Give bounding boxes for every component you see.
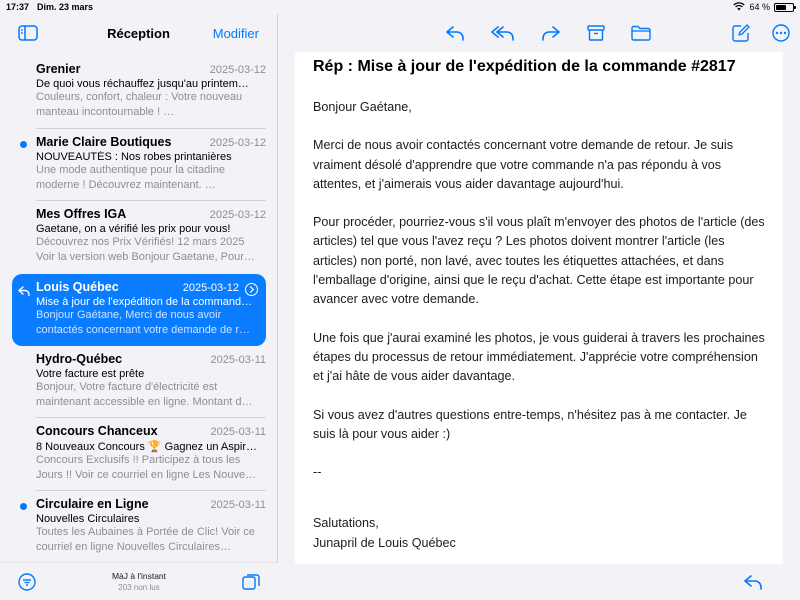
message-body — [295, 98, 783, 553]
sync-status — [112, 571, 166, 593]
chevron-right-icon[interactable] — [245, 283, 258, 296]
more-icon[interactable] — [772, 24, 790, 42]
quick-reply-icon[interactable] — [743, 574, 763, 590]
signature-name: Junapril de Louis Québec — [313, 535, 456, 550]
body-paragraph: Bonjour Gaétane, — [313, 100, 412, 114]
compose-icon[interactable] — [732, 24, 750, 42]
message-list-item[interactable] — [0, 346, 278, 419]
message-sender: Marie Claire Boutiques — [36, 134, 172, 149]
message-sender: Hydro-Québec — [36, 351, 123, 366]
folder-icon[interactable] — [631, 25, 651, 41]
message-preview: Bonjour, Votre facture d'électricité est maintenant accessible en ligne. Montant d… — [36, 380, 253, 408]
message-subject: NOUVEAUTÉS : Nos robes printanières — [36, 150, 232, 163]
message-preview: Bonjour Gaétane, Merci de nous avoir contactés concernant votre demande de r… — [36, 308, 251, 336]
status-date: Dim. 23 mars — [37, 2, 94, 12]
filter-icon[interactable] — [18, 573, 36, 591]
message-date: 2025-03-11 — [210, 353, 266, 366]
replied-icon — [18, 283, 30, 301]
message-subject: De quoi vous réchauffez jusqu'au printem… — [36, 78, 249, 90]
message-list-item[interactable] — [0, 491, 278, 564]
message-sender: Concours Chanceux — [36, 424, 158, 438]
message-sender: Mes Offres IGA — [36, 207, 127, 221]
body-paragraph: Pour procéder, pourriez-vous s'il vous plaît m'envoyer des photos de l'article (des articles) tel que vous l'avez reçu ? Les photos doivent montrer l'article (les articles) non porté, non lavé, avec toutes les étiquettes attachées, et dans l'emballage d'origine, ainsi que le reçu d'achat. Cette étape est importante pour avancer avec votre demande. — [313, 215, 765, 307]
message-page — [295, 52, 783, 564]
archive-icon[interactable] — [587, 25, 605, 41]
body-paragraph: Une fois que j'aurai examiné les photos, je vous guiderai à travers les prochaines étapes du processus de retour immédiatement. J'apprécie votre compréhension et j'ai hâte de vous aider davantage. — [313, 330, 765, 384]
message-list-item[interactable] — [0, 201, 278, 274]
wifi-icon — [733, 2, 745, 13]
message-date: 2025-03-11 — [210, 426, 266, 438]
message-subject: Votre facture est prête — [36, 367, 145, 380]
message-preview: Toutes les Aubaines à Portée de Clic! Voir ce courriel en ligne Nouvelles Circulaires… — [36, 525, 255, 553]
message-sender: Grenier — [36, 62, 81, 76]
battery-icon — [774, 3, 794, 12]
unread-dot — [20, 503, 27, 510]
message-title: Rép : Mise à jour de l'expédition de la commande #2817 — [313, 58, 736, 75]
sidebar-toggle-icon[interactable] — [18, 25, 38, 41]
message-preview: Une mode authentique pour la citadine moderne ! Découvrez maintenant. … — [36, 163, 225, 191]
message-list-item[interactable] — [0, 56, 278, 129]
edit-button[interactable]: Modifier — [212, 25, 259, 41]
mailbox-title: Réception — [107, 25, 170, 41]
reply-all-icon[interactable] — [491, 25, 515, 41]
message-date: 2025-03-11 — [210, 498, 266, 511]
forward-icon[interactable] — [541, 25, 561, 41]
message-list — [0, 56, 278, 576]
message-date: 2025-03-12 — [182, 281, 239, 294]
status-time: 17:37 — [6, 2, 30, 12]
battery-fill — [776, 5, 786, 10]
mailbox-sidebar — [0, 14, 278, 600]
message-preview: Couleurs, confort, chaleur : Votre nouveau manteau incontournable ! … — [36, 91, 243, 118]
message-list-item[interactable] — [0, 129, 278, 202]
message-subject: 8 Nouveaux Concours 🏆 Gagnez un Aspir… — [36, 441, 257, 453]
message-sender: Louis Québec — [36, 279, 119, 294]
message-subject: Gaetane, on a vérifié les prix pour vous! — [36, 223, 231, 235]
message-date: 2025-03-12 — [209, 136, 266, 149]
body-paragraph: Si vous avez d'autres questions entre-temps, n'hésitez pas à me contacter. Je suis là pour vous aider :) — [313, 407, 747, 441]
message-subject: Mise à jour de l'expédition de la command… — [36, 295, 253, 308]
sidebar-footer — [0, 562, 278, 600]
message-date: 2025-03-12 — [209, 64, 266, 76]
message-toolbar — [279, 14, 800, 52]
sidebar-header — [0, 14, 277, 52]
message-detail — [279, 14, 800, 600]
unread-dot — [20, 141, 27, 148]
message-list-item[interactable] — [0, 418, 278, 491]
reply-icon[interactable] — [445, 25, 465, 41]
message-date: 2025-03-12 — [209, 209, 266, 221]
message-preview: Concours Exclusifs !! Participez à tous les Jours !! Voir ce courriel en ligne Les Nouve… — [36, 454, 257, 481]
sync-updated: MàJ à l'instant — [111, 570, 167, 581]
status-bar — [0, 0, 800, 14]
signature-greeting: Salutations, — [313, 516, 379, 531]
body-paragraph: Merci de nous avoir contactés concernant votre demande de retour. Je suis vraiment désolé d'apprendre que votre commande n'a pas répondu à vos attentes, et j'aimerais vous aider davantage aujourd'hui. — [313, 138, 734, 191]
detail-footer — [295, 564, 783, 600]
compose-stack-icon[interactable] — [242, 573, 260, 591]
message-preview: Découvrez nos Prix Vérifiés! 12 mars 2025 Voir la version web Bonjour Gaetane, Pour… — [36, 236, 255, 263]
message-subject: Nouvelles Circulaires — [36, 512, 140, 525]
message-sender: Circulaire en Ligne — [36, 496, 149, 511]
battery-percent: 64 % — [749, 2, 770, 12]
signature-separator: -- — [313, 465, 322, 480]
unread-count: 203 non lus — [118, 582, 160, 592]
message-list-item[interactable] — [12, 274, 266, 346]
